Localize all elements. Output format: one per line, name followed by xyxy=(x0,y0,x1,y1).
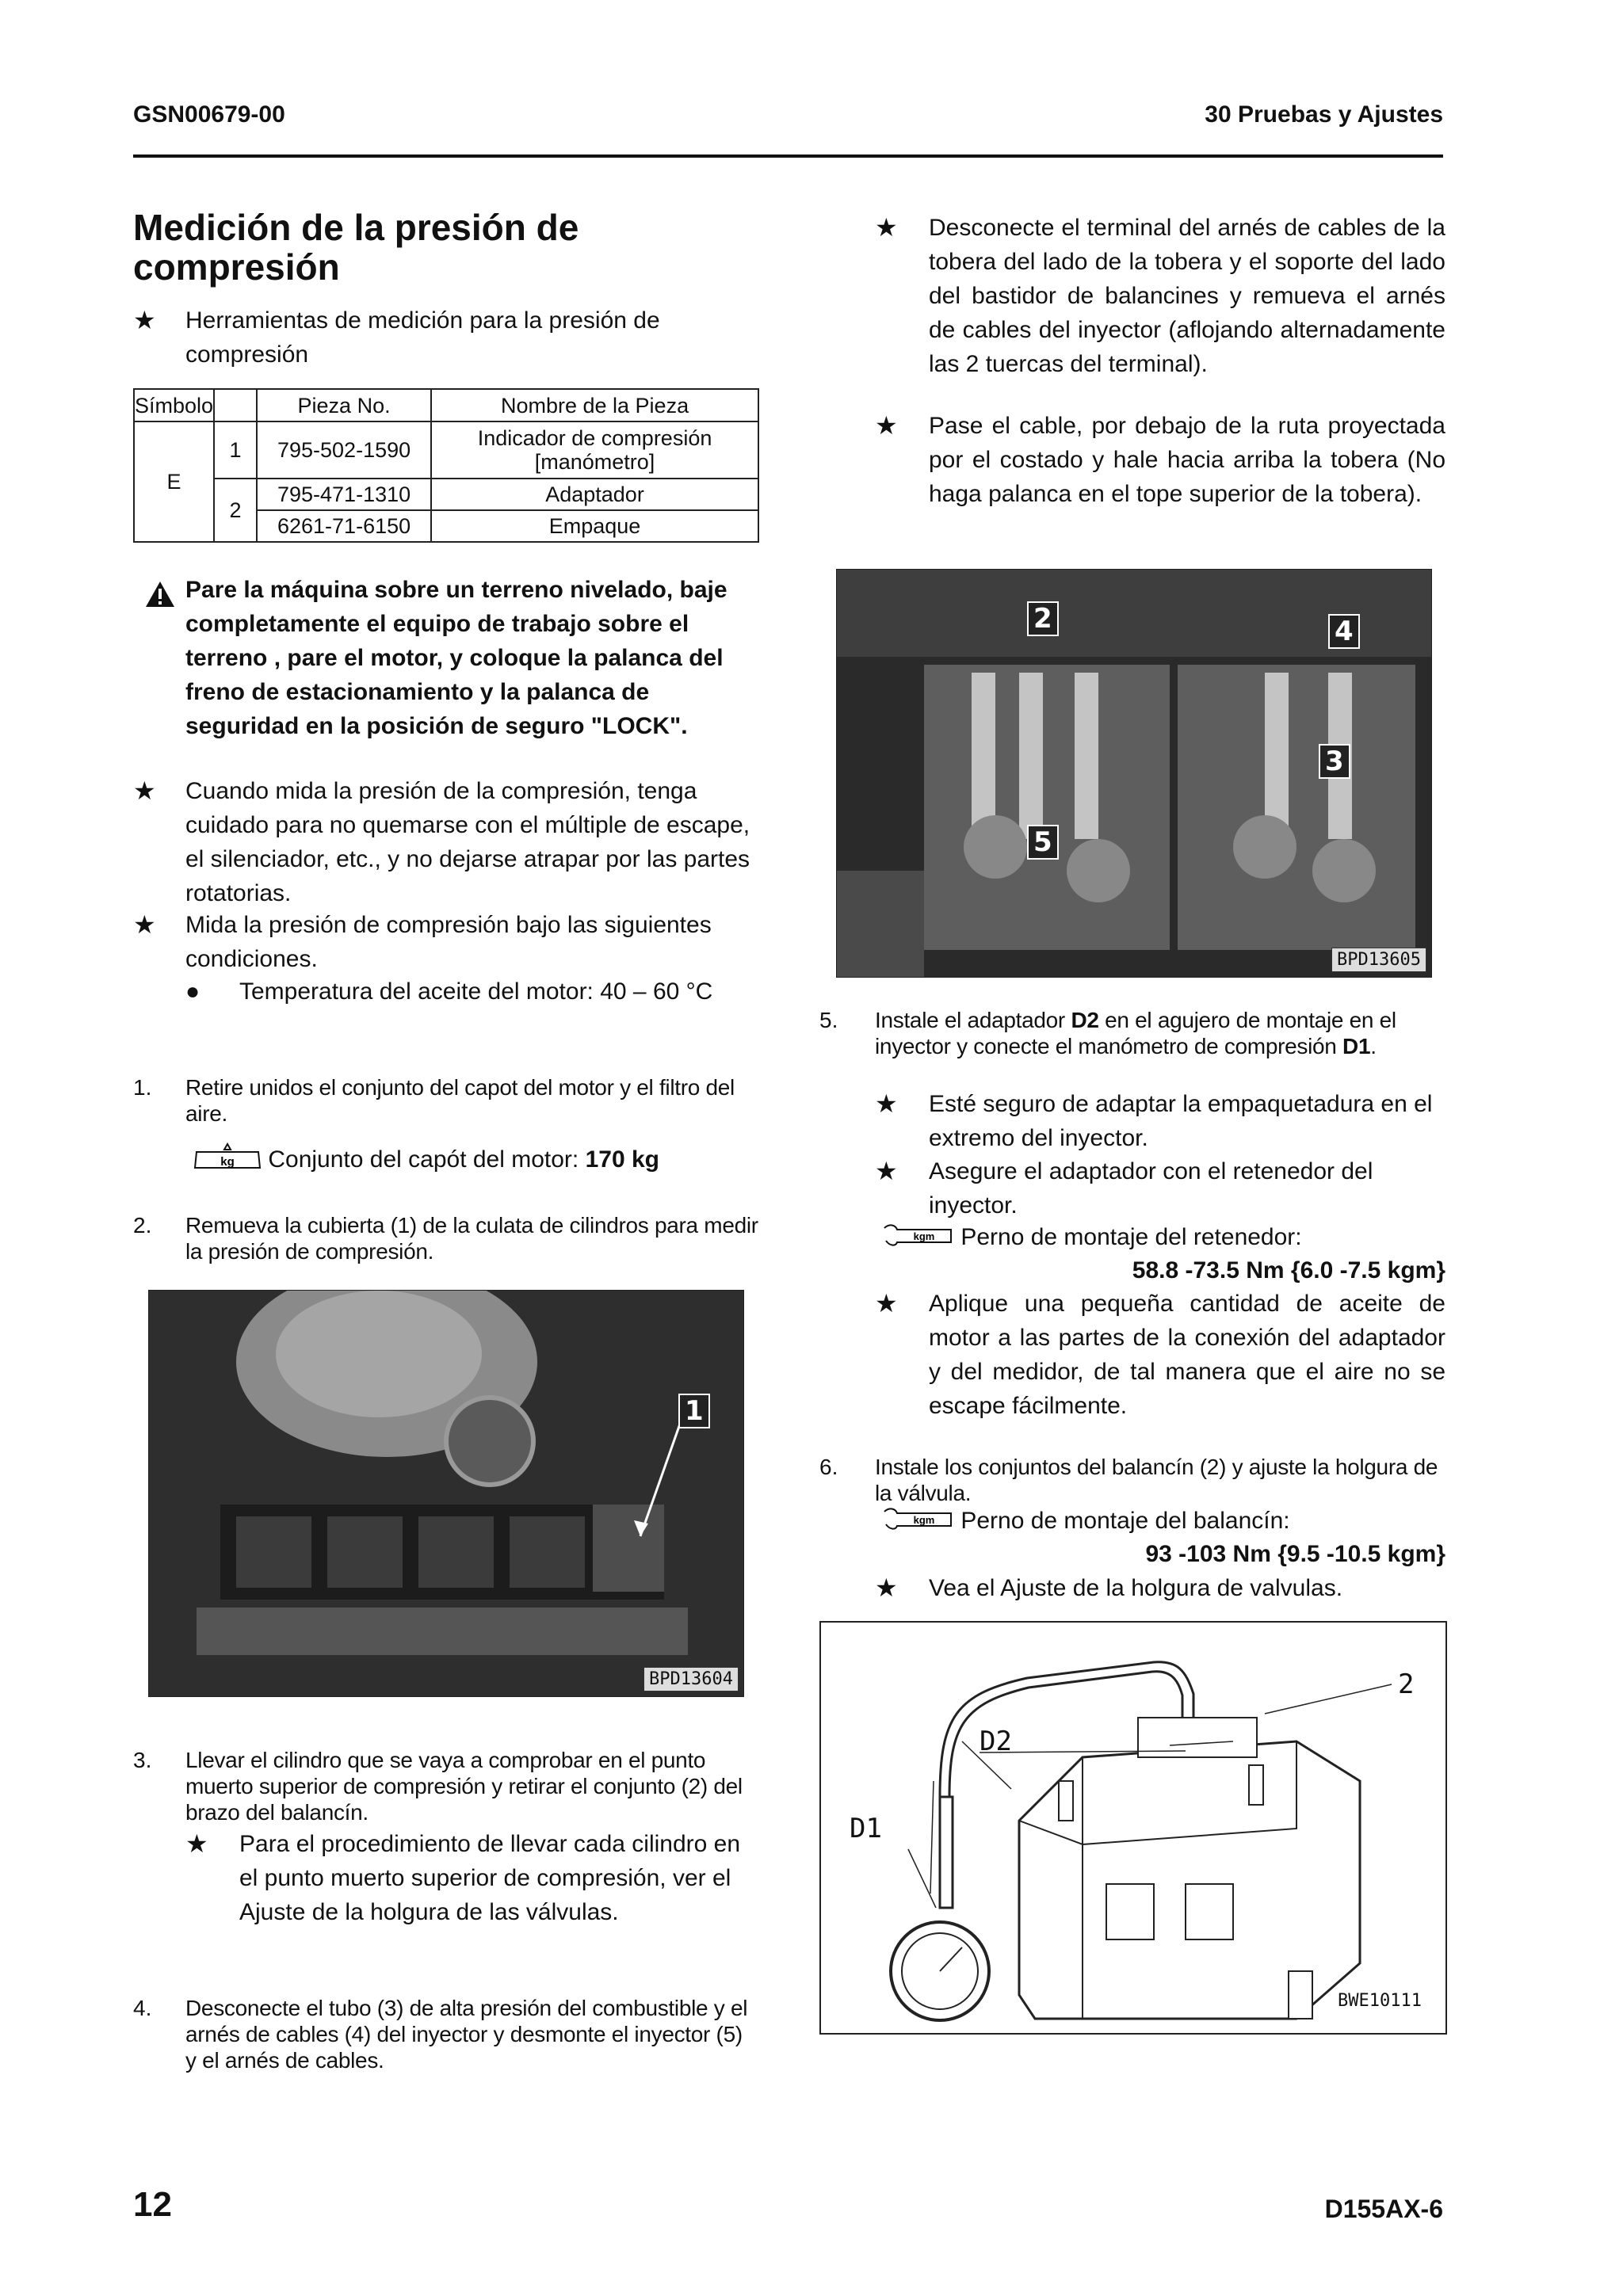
symbol-cell: E xyxy=(134,421,214,542)
step-3-note: Para el procedimiento de llevar cada cilindro en el punto muerto superior de compresión, ver el Ajuste de la holgura de las válvulas. xyxy=(239,1831,741,1925)
header-rule xyxy=(133,154,1443,158)
step-6-note: Vea el Ajuste de la holgura de valvulas. xyxy=(929,1575,1343,1601)
step-number: 3. xyxy=(133,1748,152,1772)
torque-value: 58.8 -73.5 Nm {6.0 -7.5 kgm} xyxy=(1132,1257,1445,1283)
part-number: 6261-71-6150 xyxy=(257,510,431,542)
step-number: 5. xyxy=(819,1008,838,1032)
weight-label: Conjunto del capót del motor: xyxy=(268,1146,586,1173)
warning-icon xyxy=(145,581,175,608)
callout-1: 1 xyxy=(678,1394,710,1428)
torque-line-1 xyxy=(881,1220,1445,1257)
star-icon: ★ xyxy=(875,1089,898,1118)
page-number: 12 xyxy=(133,2185,172,2224)
table-row xyxy=(134,479,758,510)
svg-text:kg: kg xyxy=(220,1155,235,1169)
conditions-note: Mida la presión de compresión bajo las siguientes condiciones. xyxy=(185,912,712,972)
burn-note: Cuando mida la presión de la compresión, tenga cuidado para no quemarse con el múltiple de escape, el silenciador, etc., y no dejarse atrapar por las partes rotatorias. xyxy=(185,778,750,906)
callout-2: 2 xyxy=(1027,601,1059,636)
label-2: 2 xyxy=(1398,1669,1415,1700)
step-number: 4. xyxy=(133,1996,152,2020)
step-number: 1. xyxy=(133,1075,152,1100)
doc-code: GSN00679-00 xyxy=(133,101,285,128)
star-icon: ★ xyxy=(875,1289,898,1318)
rocker-photo xyxy=(836,569,1432,978)
label-d1: D1 xyxy=(850,1813,882,1844)
step-number: 2. xyxy=(133,1213,152,1238)
gauge-diagram xyxy=(819,1621,1447,2035)
star-icon: ★ xyxy=(875,1573,898,1602)
callout-4: 4 xyxy=(1328,614,1360,649)
oil-temp: Temperatura del aceite del motor: 40 – 60 °C xyxy=(239,978,713,1005)
diagram-code: BWE10111 xyxy=(1338,1991,1422,2011)
engine-photo xyxy=(148,1290,744,1697)
col-header-part: Pieza No. xyxy=(257,389,431,421)
star-icon: ★ xyxy=(133,776,156,805)
intro-text: Herramientas de medición para la presión de compresión xyxy=(185,307,660,368)
step-number: 6. xyxy=(819,1455,838,1479)
callout-5: 5 xyxy=(1027,825,1059,860)
harness-note: Desconecte el terminal del arnés de cables de la tobera del lado de la tobera y el soporte del lado del bastidor de balancines y remueva el arnés de cables del inyector (aflojando alternadamente las 2 tuercas del terminal). xyxy=(929,215,1445,377)
page-title: Medición de la presión de compresión xyxy=(133,207,579,288)
star-icon: ★ xyxy=(185,1829,208,1858)
part-number: 795-471-1310 xyxy=(257,479,431,510)
label-d2: D2 xyxy=(980,1726,1012,1757)
step-5-note-2: Asegure el adaptador con el retenedor del inyector. xyxy=(929,1158,1373,1219)
star-icon: ★ xyxy=(133,306,156,334)
photo-code: BPD13605 xyxy=(1331,948,1426,972)
model-code: D155AX-6 xyxy=(1324,2195,1443,2223)
step-1-text: Retire unidos el conjunto del capot del motor y el filtro del aire. xyxy=(185,1075,735,1126)
weight-value: 170 kg xyxy=(585,1146,659,1173)
step-5-note-1: Esté seguro de adaptar la empaquetadura en el extremo del inyector. xyxy=(929,1091,1433,1151)
tools-table xyxy=(133,388,759,543)
step-6-text: Instale los conjuntos del balancín (2) y ajuste la holgura de la válvula. xyxy=(875,1455,1438,1505)
step-3-text: Llevar el cilindro que se vaya a comprobar en el punto muerto superior de compresión y retirar el conjunto (2) del brazo del balancín. xyxy=(185,1748,743,1825)
col-header-name: Nombre de la Pieza xyxy=(431,389,758,421)
torque-label: Perno de montaje del retenedor: xyxy=(960,1224,1302,1250)
svg-text:kgm: kgm xyxy=(913,1514,935,1527)
part-name: Adaptador xyxy=(431,479,758,510)
photo-code: BPD13604 xyxy=(643,1667,739,1691)
torque-value: 93 -103 Nm {9.5 -10.5 kgm} xyxy=(1145,1541,1445,1567)
svg-text:kgm: kgm xyxy=(913,1230,935,1243)
torque-wrench-icon xyxy=(881,1220,954,1257)
torque-line-2 xyxy=(881,1504,1445,1540)
bullet-icon: ● xyxy=(185,978,200,1005)
star-icon: ★ xyxy=(133,910,156,939)
torque-wrench-icon xyxy=(881,1504,954,1540)
section-title: 30 Pruebas y Ajustes xyxy=(1205,101,1443,128)
star-icon: ★ xyxy=(875,213,898,242)
step-2-text: Remueva la cubierta (1) de la culata de cilindros para medir la presión de compresión. xyxy=(185,1213,758,1264)
part-name: Empaque xyxy=(431,510,758,542)
star-icon: ★ xyxy=(875,411,898,440)
col-header-symbol: Símbolo xyxy=(134,389,214,421)
item-number: 2 xyxy=(214,479,257,542)
star-icon: ★ xyxy=(875,1157,898,1185)
step-4-text: Desconecte el tubo (3) de alta presión del combustible y el arnés de cables (4) del inyector y desmonte el inyector (5) y el arnés de cables. xyxy=(185,1996,748,2073)
part-number: 795-502-1590 xyxy=(257,421,431,479)
table-row xyxy=(134,421,758,479)
weight-line xyxy=(193,1142,759,1179)
torque-label: Perno de montaje del balancín: xyxy=(960,1508,1290,1534)
warning-text: Pare la máquina sobre un terreno nivelado, baje completamente el equipo de trabajo sobre el terreno , pare el motor, y coloque la palanca del freno de estacionamiento y la palanca de seguridad en la posición de seguro "LOCK". xyxy=(185,577,727,739)
step-5-note-3: Aplique una pequeña cantidad de aceite de motor a las partes de la conexión del adaptador y del medidor, de tal manera que el aire no se escape fácilmente. xyxy=(929,1291,1445,1419)
cable-note: Pase el cable, por debajo de la ruta proyectada por el costado y hale hacia arriba la tobera (No haga palanca en el tope superior de la tobera). xyxy=(929,413,1445,507)
callout-3: 3 xyxy=(1319,744,1350,779)
part-name: Indicador de compresión [manómetro] xyxy=(431,421,758,479)
item-number: 1 xyxy=(214,421,257,479)
step-5-text: Instale el adaptador D2 en el agujero de montaje en el inyector y conecte el manómetro de compresión D1. xyxy=(875,1008,1396,1058)
weight-icon xyxy=(193,1142,262,1179)
